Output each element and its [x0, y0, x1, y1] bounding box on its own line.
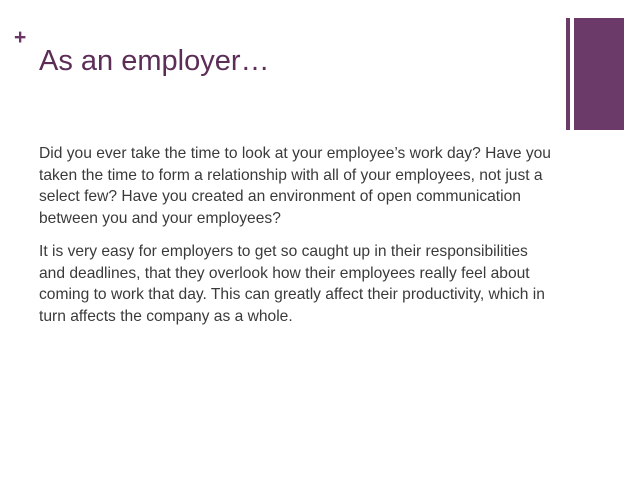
accent-bar-thin: [566, 18, 570, 130]
slide-body: [39, 143, 554, 327]
body-paragraph-2: It is very easy for employers to get so caught up in their responsibilities and deadlines, that they overlook how their employees really feel about coming to work that day. This can greatly affect their productivity, which in turn affects the company as a whole.: [39, 243, 545, 325]
plus-icon: +: [14, 26, 27, 49]
body-paragraph-1: Did you ever take the time to look at your employee’s work day? Have you taken the time to form a relationship with all of your employees, not just a select few? Have you created an environment of open communication between you and your employees?: [39, 145, 551, 227]
slide-title: As an employer…: [39, 45, 270, 77]
accent-bar-thick: [574, 18, 624, 130]
